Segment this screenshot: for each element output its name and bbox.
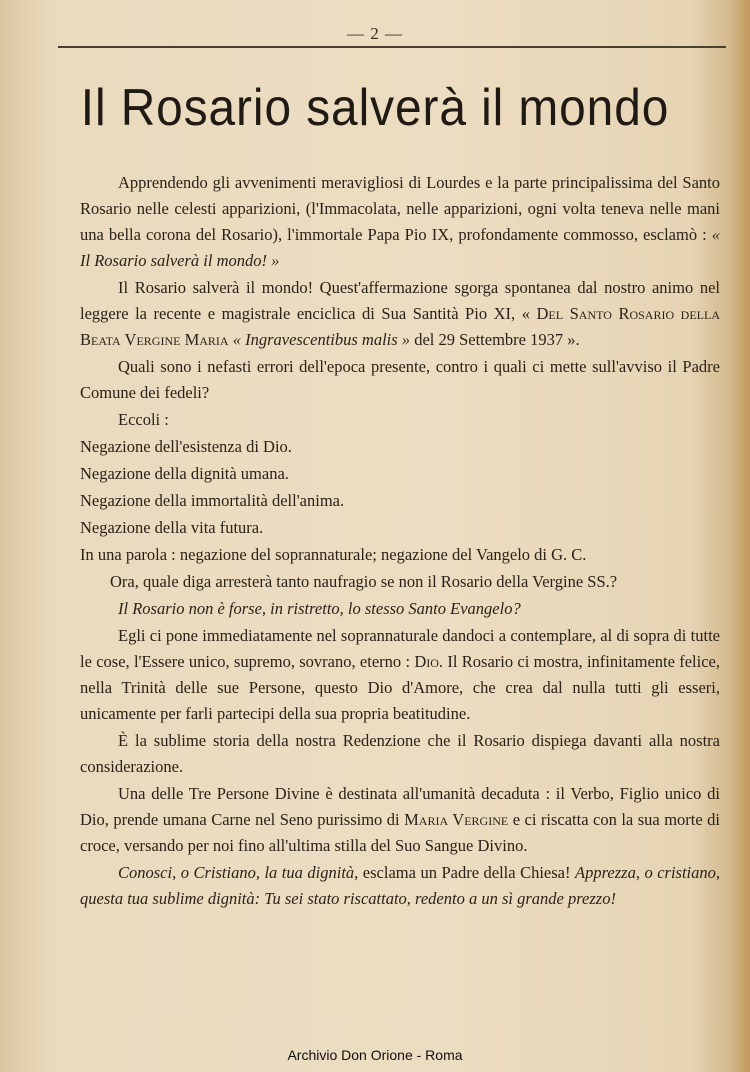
page-number: — 2 — bbox=[347, 24, 403, 43]
encyclical-title: « Del Santo Rosario della Beata Vergine Maria bbox=[80, 304, 720, 349]
paragraph-4: Eccoli : bbox=[118, 410, 169, 429]
list-item: Negazione della dignità umana. bbox=[80, 464, 289, 483]
paragraph-9: Una delle Tre Persone Divine è destinata all'umanità decaduta : il Verbo, Figlio unico di Dio, prende umana Carne nel Seno purissimo di Maria Vergine e ci riscatta con la sua morte di croce, versando per noi fino all'ultima stilla del Suo Sangue Divino. bbox=[80, 784, 721, 855]
paragraph-10: Conosci, o Cristiano, la tua dignità, esclama un Padre della Chiesa! Apprezza, o cristiano, questa tua sublime dignità: Tu sei stato riscattato, redento a un sì grande prezzo! bbox=[80, 863, 721, 908]
encyclical-latin: « Ingravescentibus malis » bbox=[232, 330, 411, 349]
list-item: Negazione della immortalità dell'anima. bbox=[80, 491, 345, 510]
paragraph-1: Apprendendo gli avvenimenti meravigliosi di Lourdes e la parte principalissima del Santo Rosario nelle celesti apparizioni, (l'Immacolata, nelle apparizioni, ogni volta teneva nelle mani una bella corona del Rosario), l'immortale Papa Pio IX, profondamente commosso, esclamò : « Il Rosario salverà il mondo! » bbox=[80, 173, 721, 270]
page-edge-shadow bbox=[732, 0, 750, 1072]
page-title: Il Rosario salverà il mondo bbox=[80, 79, 670, 137]
paragraph-7: Egli ci pone immediatamente nel soprannaturale dandoci a contemplare, al di sopra di tutte le cose, l'Essere unico, supremo, sovrano, eterno : Dio. Il Rosario ci mostra, infinitamente felice, nella Trinità delle sue Persone, questo Dio d'Amore, che crea dal nulla tutti gli esseri, unicamente per farli partecipi della sua propria beatitudine. bbox=[80, 626, 720, 723]
paragraph-6: Il Rosario non è forse, in ristretto, lo stesso Santo Evangelo? bbox=[118, 599, 521, 618]
article-body bbox=[80, 170, 720, 913]
paragraph-2: Il Rosario salverà il mondo! Quest'affermazione sgorga spontanea dal nostro animo nel leggere la recente e magistrale enciclica di Sua Santità Pio XI, « Del Santo Rosario della Beata Vergine Maria « Ingravescentibus malis » del 29 Settembre 1937 ». bbox=[80, 278, 720, 349]
list-item: Negazione dell'esistenza di Dio. bbox=[80, 437, 292, 456]
paragraph-3: Quali sono i nefasti errori dell'epoca presente, contro i quali ci mette sull'avviso il Padre Comune dei fedeli? bbox=[80, 357, 720, 402]
header-rule bbox=[58, 46, 726, 48]
pope-quote: « Il Rosario salverà il mondo! » bbox=[80, 225, 721, 270]
paragraph-5: Ora, quale diga arresterà tanto naufragio se non il Rosario della Vergine SS.? bbox=[110, 572, 618, 591]
list-item: In una parola : negazione del soprannaturale; negazione del Vangelo di G. C. bbox=[80, 545, 587, 564]
list-item: Negazione della vita futura. bbox=[80, 518, 264, 537]
paragraph-8: È la sublime storia della nostra Redenzione che il Rosario dispiega davanti alla nostra considerazione. bbox=[80, 731, 720, 776]
archive-footer: Archivio Don Orione - Roma bbox=[287, 1047, 463, 1063]
